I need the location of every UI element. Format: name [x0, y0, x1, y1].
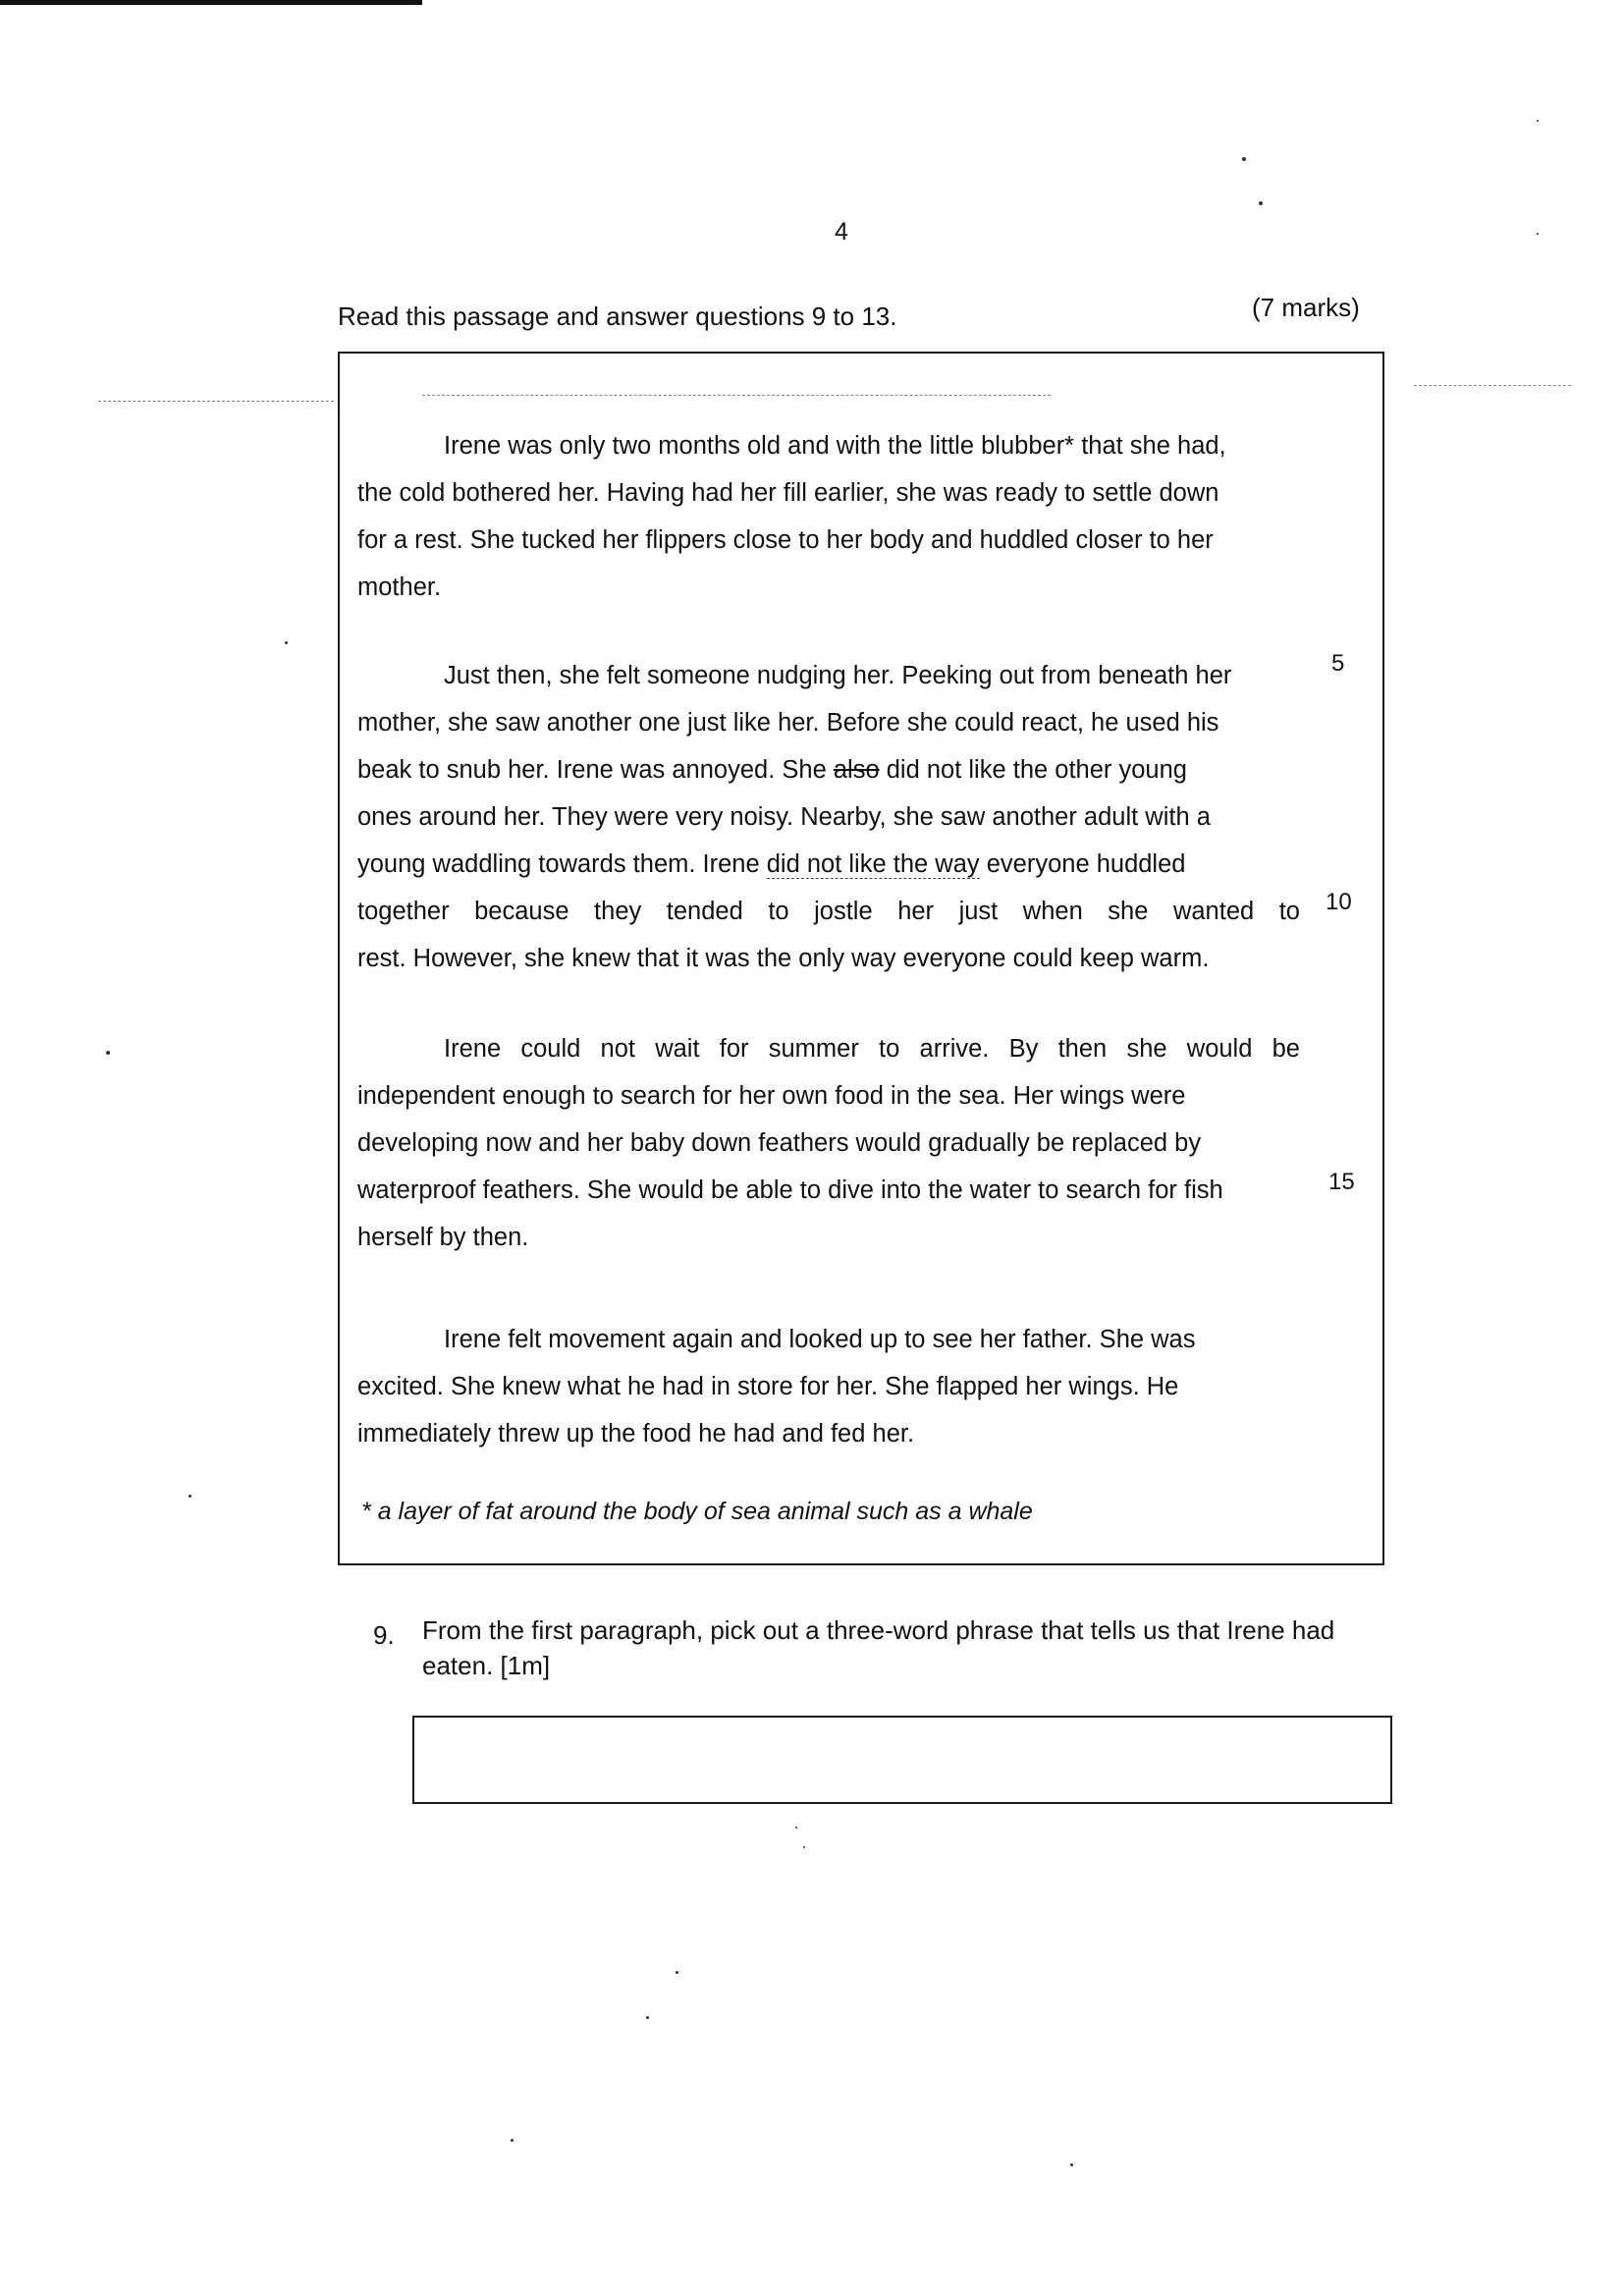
scan-noise — [676, 1971, 678, 1974]
passage-line: rest. However, she knew that it was the only way everyone could keep warm. — [357, 945, 1210, 972]
page-number: 4 — [835, 218, 848, 246]
footnote-text: a layer of fat around the body of sea animal such as a whale — [377, 1498, 1033, 1525]
scan-noise — [803, 1846, 805, 1848]
passage-line: mother, she saw another one just like her. Before she could react, he used his — [357, 709, 1219, 737]
scan-noise — [1242, 157, 1246, 161]
footnote — [361, 1498, 1033, 1526]
passage-box — [338, 352, 1384, 1565]
scan-noise — [1537, 120, 1539, 122]
paragraph-1 — [357, 422, 1300, 611]
passage-line: ones around her. They were very noisy. Nearby, she saw another adult with a — [357, 803, 1211, 831]
question-9-text: From the first paragraph, pick out a three-word phrase that tells us that Irene had eaten. [1m] — [422, 1615, 1335, 1680]
passage-line-with-strikethrough — [357, 746, 1300, 793]
scan-edge-bar — [0, 0, 422, 5]
passage-line: herself by then. — [357, 1224, 529, 1251]
scan-noise — [646, 2016, 649, 2019]
scan-noise — [795, 1827, 797, 1829]
line-number-15: 15 — [1328, 1169, 1355, 1195]
passage-line: Irene could not wait for summer to arrive. By then she would be — [444, 1035, 1300, 1063]
passage-text: did not like the other young — [886, 756, 1187, 784]
scan-noise — [106, 1051, 110, 1055]
scan-noise — [1537, 233, 1539, 235]
underlined-phrase: did not like the way — [766, 850, 980, 878]
marks-total: (7 marks) — [1252, 293, 1360, 322]
passage-line: for a rest. She tucked her flippers close to her body and huddled closer to her — [357, 526, 1214, 554]
scan-noise — [1414, 385, 1571, 387]
passage-line: immediately threw up the food he had and fed her. — [357, 1420, 915, 1448]
passage-text: young waddling towards them. Irene — [357, 850, 760, 878]
passage-line: Irene felt movement again and looked up to see her father. She was — [444, 1326, 1196, 1353]
passage-line-with-underline — [357, 841, 1300, 888]
scan-noise — [189, 1495, 191, 1498]
passage-line: together because they tended to jostle her just when she wanted to — [357, 898, 1300, 925]
passage-line: mother. — [357, 574, 442, 601]
paragraph-3 — [357, 1025, 1300, 1261]
passage-line: waterproof feathers. She would be able to dive into the water to search for fish — [357, 1176, 1223, 1204]
passage-line: excited. She knew what he had in store for her. She flapped her wings. He — [357, 1373, 1179, 1400]
line-number-5: 5 — [1331, 650, 1345, 677]
passage-line: the cold bothered her. Having had her fill earlier, she was ready to settle down — [357, 479, 1219, 507]
question-9-number: 9. — [373, 1620, 395, 1650]
passage-line: developing now and her baby down feathers would gradually be replaced by — [357, 1129, 1202, 1157]
paragraph-2 — [357, 652, 1300, 982]
footnote-marker: * — [361, 1498, 371, 1525]
paragraph-4 — [357, 1316, 1300, 1457]
line-number-10: 10 — [1326, 889, 1352, 915]
struck-word: also — [833, 756, 880, 784]
scan-noise — [98, 401, 334, 403]
scan-noise — [1259, 201, 1263, 205]
passage-instruction: Read this passage and answer questions 9 to 13. — [338, 301, 897, 331]
passage-line: independent enough to search for her own food in the sea. Her wings were — [357, 1082, 1186, 1110]
scan-noise — [511, 2139, 514, 2142]
passage-line: Irene was only two months old and with the little blubber* that she had, — [444, 432, 1226, 460]
scan-noise — [285, 641, 288, 644]
scan-noise — [422, 395, 1051, 397]
passage-text: everyone huddled — [986, 850, 1186, 878]
scan-noise — [1070, 2163, 1073, 2166]
answer-box-q9[interactable] — [412, 1716, 1392, 1804]
passage-text: beak to snub her. Irene was annoyed. She — [357, 756, 827, 784]
passage-line: Just then, she felt someone nudging her. Peeking out from beneath her — [444, 662, 1232, 689]
